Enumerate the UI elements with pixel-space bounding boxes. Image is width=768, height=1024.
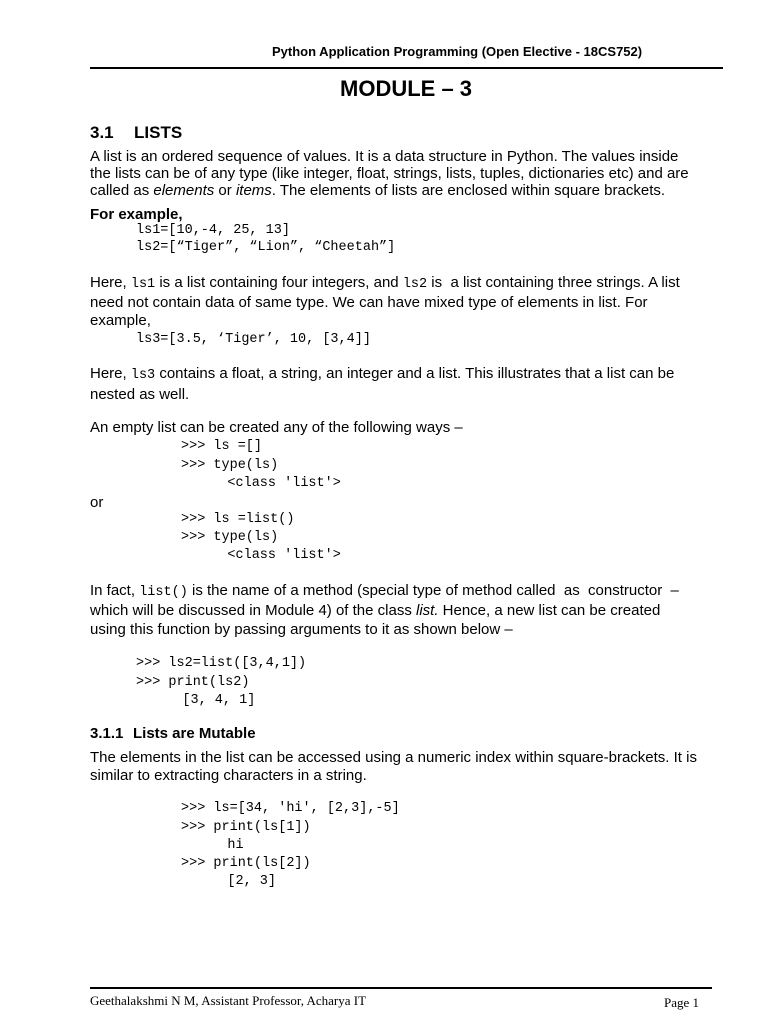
code-line: >>> ls=[34, 'hi', [2,3],-5] (181, 801, 400, 816)
para-line: An empty list can be created any of the following ways – (90, 419, 463, 436)
code-line: ls3=[3.5, ‘Tiger’, 10, [3,4]] (136, 332, 371, 347)
code-line: >>> type(ls) (181, 530, 279, 545)
page-title: MODULE – 3 (340, 76, 473, 101)
code-line: >>> type(ls) (181, 458, 279, 473)
para-line: Here, ls3 contains a float, a string, an integer and a list. This illustrates that a list can be (90, 365, 675, 383)
code-line: >>> print(ls2) (136, 675, 250, 690)
term-elements: elements (153, 182, 215, 199)
code-line: ls2=[“Tiger”, “Lion”, “Cheetah”] (136, 240, 396, 255)
code-line: >>> print(ls[2]) (181, 856, 311, 871)
subsection-number: 3.1.1 (90, 725, 124, 742)
inline-code: ls3 (130, 368, 156, 383)
para-line: In fact, list() is the name of a method (special type of method called as constructor – (90, 582, 679, 600)
code-line: [3, 4, 1] (150, 693, 256, 708)
footer-rule (90, 987, 712, 989)
code-line: >>> print(ls[1]) (181, 820, 311, 835)
para-line: need not contain data of same type. We can have mixed type of elements in list. For (90, 294, 648, 311)
intro-line-3: called as elements or items. The elements of lists are enclosed within square brackets. (90, 182, 666, 199)
inline-code: list() (139, 585, 188, 600)
code-line: >>> ls =[] (181, 439, 263, 454)
header-rule (90, 67, 723, 69)
para-line: example, (90, 312, 151, 329)
intro-line-1: A list is an ordered sequence of values. It is a data structure in Python. The values inside (90, 148, 679, 165)
code-line: >>> ls =list() (181, 512, 295, 527)
code-line: hi (195, 838, 244, 853)
code-line: ls1=[10,-4, 25, 13] (136, 223, 290, 238)
para-line: similar to extracting characters in a string. (90, 767, 367, 784)
para-line: nested as well. (90, 386, 190, 403)
para-line: The elements in the list can be accessed using a numeric index within square-brackets. It is (90, 749, 697, 766)
section-heading: LISTS (134, 123, 183, 142)
footer-author: Geethalakshmi N M, Assistant Professor, Acharya IT (90, 993, 367, 1008)
inline-code: ls1 (130, 277, 156, 292)
code-line: <class 'list'> (195, 548, 341, 563)
example-label: For example, (90, 206, 183, 223)
inline-code: ls2 (402, 277, 428, 292)
term-list: list. (416, 602, 439, 619)
code-line: <class 'list'> (195, 476, 341, 491)
section-number: 3.1 (90, 123, 114, 142)
subsection-heading: Lists are Mutable (133, 725, 256, 742)
or-text: or (90, 494, 104, 511)
para-line: using this function by passing arguments to it as shown below – (90, 621, 513, 638)
term-items: items (235, 182, 272, 199)
intro-line-2: the lists can be of any type (like integer, float, strings, lists, tuples, dictionaries etc) and are (90, 165, 689, 182)
code-line: >>> ls2=list([3,4,1]) (136, 656, 307, 671)
page-number: Page 1 (664, 995, 700, 1010)
para-line: Here, ls1 is a list containing four integers, and ls2 is a list containing three strings. A list (90, 274, 680, 292)
running-header: Python Application Programming (Open Elective - 18CS752) (272, 44, 643, 59)
para-line: which will be discussed in Module 4) of the class list. Hence, a new list can be created (90, 602, 661, 619)
code-line: [2, 3] (195, 874, 277, 889)
